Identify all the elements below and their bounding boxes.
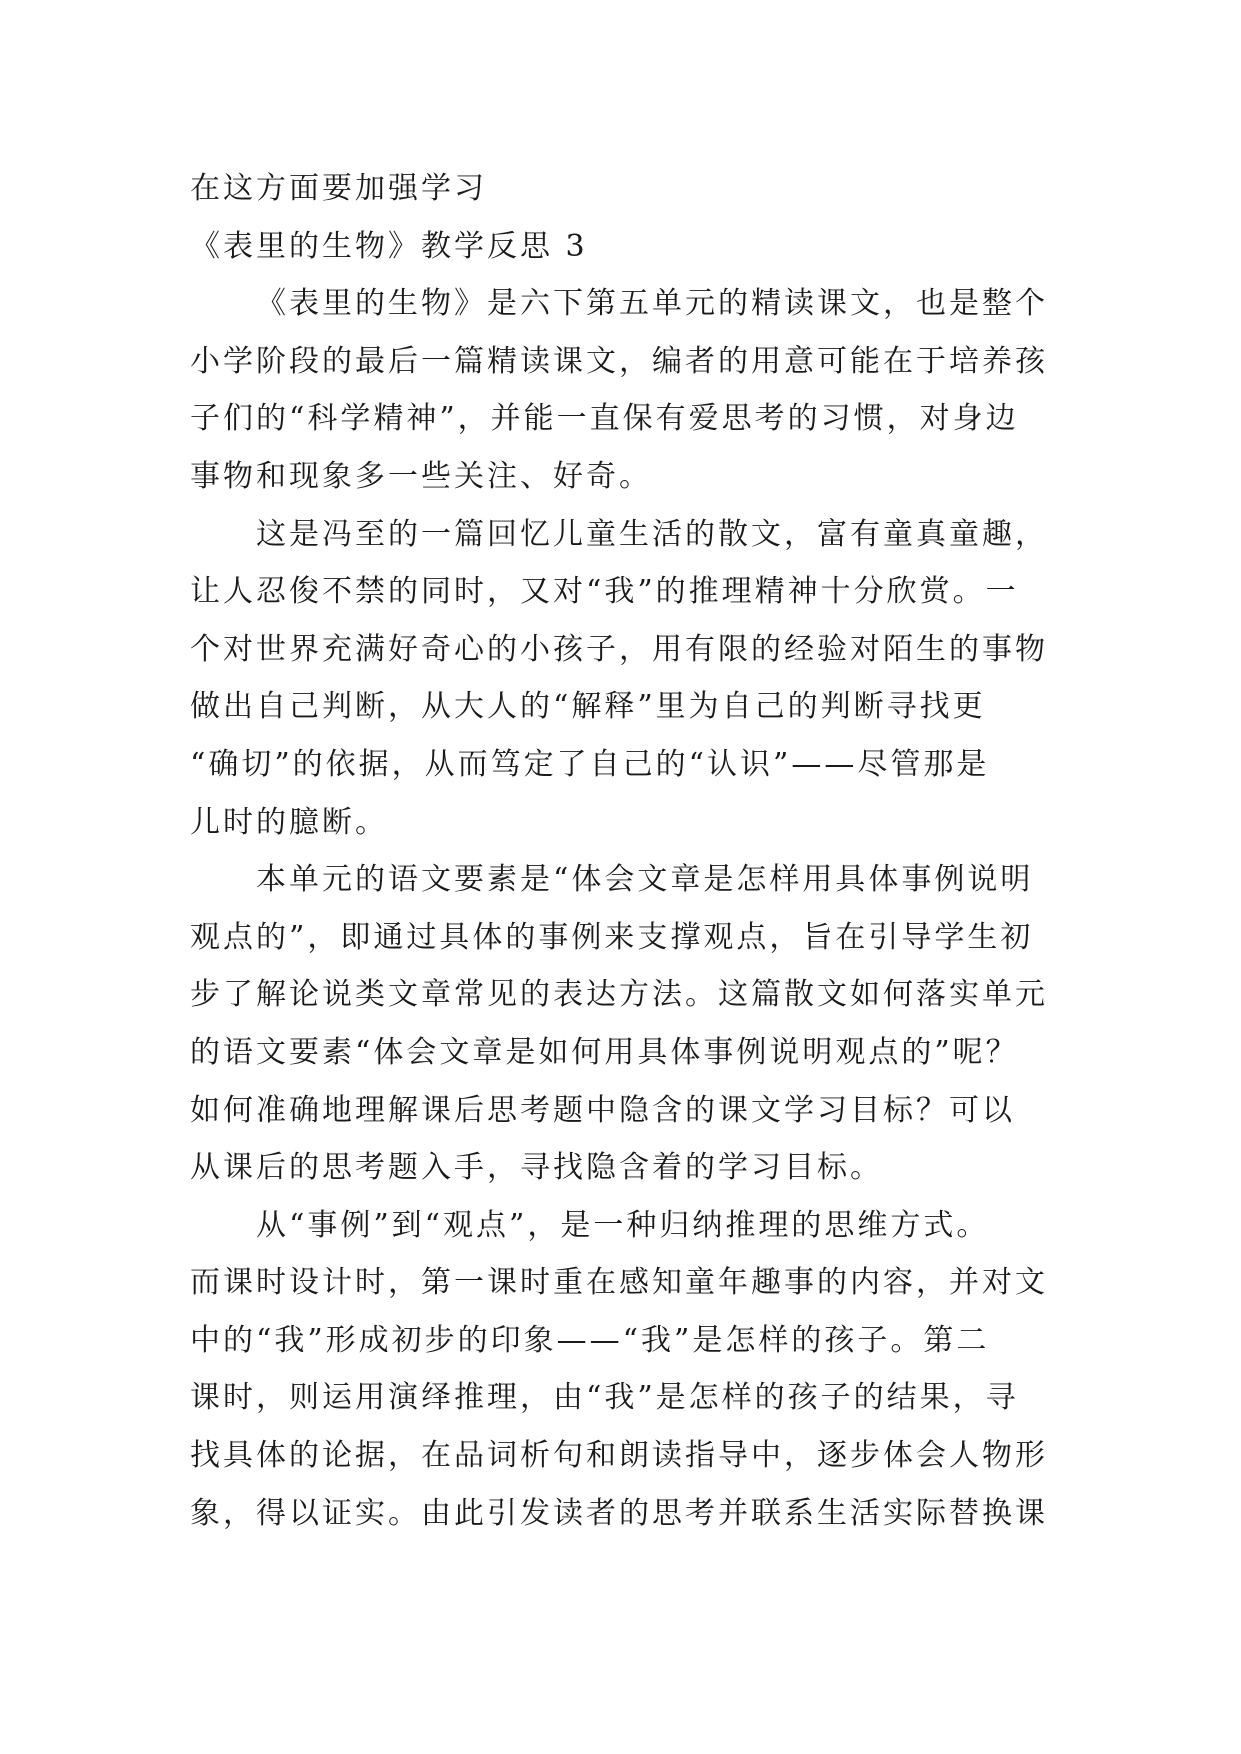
paragraph-line: 儿时的臆断。 <box>190 804 388 840</box>
paragraph-4 <box>190 1197 1050 1543</box>
paragraph-line: 课时，则运用演绎推理，由“我”是怎样的孩子的结果，寻 <box>190 1380 1019 1416</box>
paragraph-line: “确切”的依据，从而笃定了自己的“认识”——尽管那是 <box>190 746 990 782</box>
paragraph-line: 从课后的思考题入手，寻找隐含着的学习目标。 <box>190 1150 883 1186</box>
paragraph-line: 子们的“科学精神”，并能一直保有爱思考的习惯，对身边 <box>190 401 1019 437</box>
paragraph-line: 象，得以证实。由此引发读者的思考并联系生活实际替换课 <box>190 1495 1048 1531</box>
paragraph-line: 找具体的论据，在品词析句和朗读指导中，逐步体会人物形 <box>190 1438 1048 1474</box>
paragraph-line: 中的“我”形成初步的印象——“我”是怎样的孩子。第二 <box>190 1322 990 1358</box>
paragraph-2 <box>190 506 1050 852</box>
paragraph-line: 小学阶段的最后一篇精读课文，编者的用意可能在于培养孩 <box>190 343 1048 379</box>
document-page <box>190 160 1050 1542</box>
paragraph-line: 从“事例”到“观点”，是一种归纳推理的思维方式。 <box>256 1207 990 1243</box>
paragraph-line: 本单元的语文要素是“体会文章是怎样用具体事例说明 <box>256 862 1034 898</box>
paragraph-1 <box>190 275 1050 505</box>
paragraph-line: 观点的”，即通过具体的事例来支撑观点，旨在引导学生初 <box>190 919 1034 955</box>
paragraph-line: 步了解论说类文章常见的表达方法。这篇散文如何落实单元 <box>190 977 1048 1013</box>
paragraph-line: 的语文要素“体会文章是如何用具体事例说明观点的”呢？ <box>190 1034 1019 1070</box>
header-line: 在这方面要加强学习 <box>190 171 487 206</box>
paragraph-line: 个对世界充满好奇心的小孩子，用有限的经验对陌生的事物 <box>190 631 1048 667</box>
paragraph-line: 如何准确地理解课后思考题中隐含的课文学习目标？可以 <box>190 1092 1015 1128</box>
paragraph-line: 而课时设计时，第一课时重在感知童年趣事的内容，并对文 <box>190 1265 1048 1301</box>
paragraph-line: 做出自己判断，从大人的“解释”里为自己的判断寻找更 <box>190 689 986 725</box>
paragraph-line: 让人忍俊不禁的同时，又对“我”的推理精神十分欣赏。一 <box>190 574 1019 610</box>
paragraph-3 <box>190 851 1050 1197</box>
paragraph-line: 事物和现象多一些关注、好奇。 <box>190 458 652 494</box>
paragraph-line: 《表里的生物》是六下第五单元的精读课文，也是整个 <box>256 286 1048 322</box>
document-title: 《表里的生物》教学反思 3 <box>190 228 588 264</box>
paragraph-line: 这是冯至的一篇回忆儿童生活的散文，富有童真童趣， <box>256 516 1048 552</box>
